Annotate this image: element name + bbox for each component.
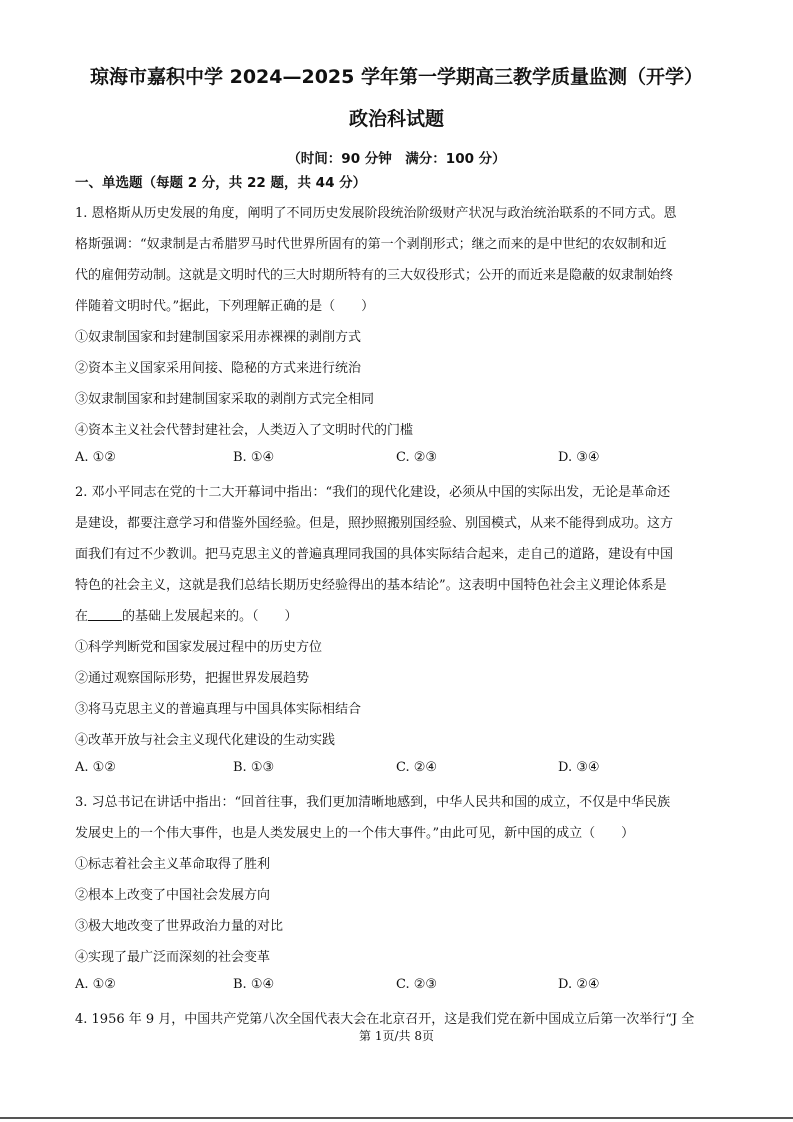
q1-statement: ①奴隶制国家和封建制国家采用赤裸裸的剥削方式	[75, 330, 362, 345]
answer-blank[interactable]	[88, 608, 122, 621]
q1-statement: ③奴隶制国家和封建制国家采取的剥削方式完全相同	[75, 392, 375, 407]
subject-title: 政治科试题	[348, 108, 444, 130]
q2-stem-pre: 在	[75, 609, 89, 624]
q1-statement: ④资本主义社会代替封建社会，人类迈入了文明时代的门槛	[75, 423, 414, 438]
exam-title: 琼海市嘉积中学 2024—2025 学年第一学期高三教学质量监测（开学）	[90, 66, 703, 88]
q2-stem-line: 面我们有过不少教训。把马克思主义的普遍真理同我国的具体实际结合起来，走自己的道路，建设有中国	[75, 547, 674, 562]
q2-stem-line: 2. 邓小平同志在党的十二大开幕词中指出：“我们的现代化建设，必须从中国的实际出发，无论是革命还	[75, 485, 671, 500]
q1-option-a[interactable]: A. ①②	[75, 450, 116, 465]
q1-option-d[interactable]: D. ③④	[558, 450, 600, 465]
q2-option-a[interactable]: A. ①②	[75, 760, 116, 775]
q1-statement: ②资本主义国家采用间接、隐秘的方式来进行统治	[75, 361, 362, 376]
exam-time-score: （时间：90 分钟 满分：100 分）	[287, 151, 506, 167]
q2-stem-line: 是建设，都要注意学习和借鉴外国经验。但是，照抄照搬别国经验、别国模式，从来不能得到成功。这方	[75, 516, 674, 531]
q3-option-c[interactable]: C. ②③	[396, 977, 438, 992]
q3-stem-line: 发展史上的一个伟大事件，也是人类发展史上的一个伟大事件。”由此可见，新中国的成立（ ）	[75, 826, 635, 841]
q4-stem-line: 4. 1956 年 9 月，中国共产党第八次全国代表大会在北京召开，这是我们党在新中国成立后第一次举行“J 全	[75, 1012, 695, 1027]
q3-statement: ②根本上改变了中国社会发展方向	[75, 888, 271, 903]
q2-stem-last-line	[75, 605, 298, 624]
q3-option-b[interactable]: B. ①④	[233, 977, 275, 992]
page-divider	[0, 1117, 793, 1119]
q3-statement: ③极大地改变了世界政治力量的对比	[75, 919, 284, 934]
q1-stem-line: 代的雇佣劳动制。这就是文明时代的三大时期所特有的三大奴役形式；公开的而近来是隐蔽的奴隶制始终	[75, 268, 674, 283]
q2-statement: ③将马克思主义的普遍真理与中国具体实际相结合	[75, 702, 362, 717]
q2-option-d[interactable]: D. ③④	[558, 760, 600, 775]
section-heading: 一、单选题（每题 2 分，共 22 题，共 44 分）	[75, 175, 367, 191]
q3-stem-line: 3. 习总书记在讲话中指出：“回首往事，我们更加清晰地感到，中华人民共和国的成立，不仅是中华民族	[75, 795, 671, 810]
q1-option-c[interactable]: C. ②③	[396, 450, 438, 465]
q2-stem-line: 特色的社会主义，这就是我们总结长期历史经验得出的基本结论”。这表明中国特色社会主义理论体系是	[75, 578, 667, 593]
q3-statement: ④实现了最广泛而深刻的社会变革	[75, 950, 271, 965]
q3-option-d[interactable]: D. ②④	[558, 977, 600, 992]
q1-stem-line: 1. 恩格斯从历史发展的角度，阐明了不同历史发展阶段统治阶级财产状况与政治统治联系的不同方式。恩	[75, 206, 677, 221]
q2-statement: ④改革开放与社会主义现代化建设的生动实践	[75, 733, 336, 748]
q2-stem-post: 的基础上发展起来的。（ ）	[122, 609, 298, 624]
q2-statement: ①科学判断党和国家发展过程中的历史方位	[75, 640, 323, 655]
q1-stem-line: 格斯强调：“奴隶制是古希腊罗马时代世界所固有的第一个剥削形式；继之而来的是中世纪的农奴制和近	[75, 237, 667, 252]
q3-statement: ①标志着社会主义革命取得了胜利	[75, 857, 271, 872]
q3-option-a[interactable]: A. ①②	[75, 977, 116, 992]
page-number: 第 1页/共 8页	[359, 1029, 434, 1043]
q1-option-b[interactable]: B. ①④	[233, 450, 275, 465]
q1-stem-line: 伴随着文明时代。”据此，下列理解正确的是（ ）	[75, 299, 375, 314]
q2-option-b[interactable]: B. ①③	[233, 760, 275, 775]
q2-option-c[interactable]: C. ②④	[396, 760, 438, 775]
q2-statement: ②通过观察国际形势，把握世界发展趋势	[75, 671, 310, 686]
